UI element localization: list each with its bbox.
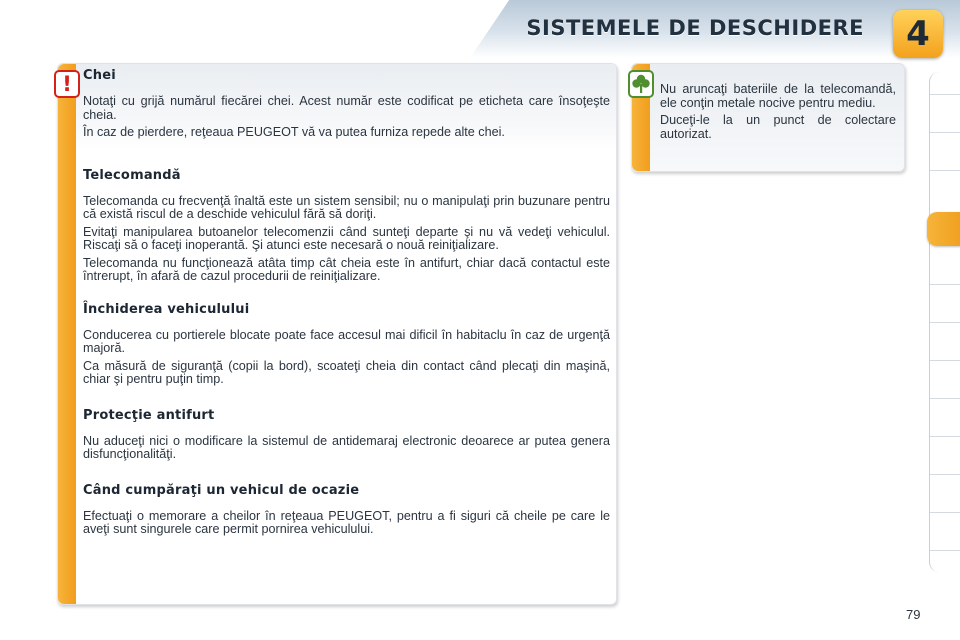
section-title-locking: Închiderea vehiculului xyxy=(83,301,250,317)
section-title-antitheft: Protecţie antifurt xyxy=(83,407,215,423)
chapter-tab[interactable] xyxy=(930,132,960,133)
chapter-tab[interactable] xyxy=(930,322,960,323)
section-paragraph: Conducerea cu portierele blocate poate face accesul mai dificil în habitaclu în caz de urgenţă majoră. xyxy=(83,327,610,355)
section-paragraph: Telecomanda nu funcţionează atâta timp cât cheia este în antifurt, chiar dacă contactul este întrerupt, în afară de cazul procedurii de reiniţializare. xyxy=(83,255,610,283)
chapter-tab[interactable] xyxy=(930,94,960,95)
chapter-badge xyxy=(893,10,943,58)
section-paragraph: Nu aduceţi nici o modificare la sistemul de antidemaraj electronic deoarece ar putea genera disfuncţionalităţi. xyxy=(83,433,610,461)
eco-content xyxy=(660,83,896,141)
chapter-tabs xyxy=(929,72,960,572)
chapter-tab[interactable] xyxy=(930,398,960,399)
chapter-tab[interactable] xyxy=(930,284,960,285)
eco-paragraph: Nu aruncaţi bateriile de la telecomandă, ele conţin metale nocive pentru mediu. xyxy=(660,82,896,110)
clover-icon xyxy=(628,70,654,98)
section-paragraph: În caz de pierdere, reţeaua PEUGEOT vă va putea furniza repede alte chei. xyxy=(83,125,505,139)
warning-icon: ! xyxy=(54,70,80,98)
chapter-tab[interactable] xyxy=(930,512,960,513)
section-paragraph: Efectuaţi o memorare a cheilor în reţeaua PEUGEOT, pentru a fi siguri că cheile pe care le aveţi sunt singurele care permit pornirea vehiculului. xyxy=(83,508,610,536)
page-number: 79 xyxy=(906,607,921,622)
section-paragraph: Telecomanda cu frecvenţă înaltă este un sistem sensibil; nu o manipulaţi prin buzunare pentru că există riscul de a deschide vehiculul fără să doriţi. xyxy=(83,193,610,221)
page-title: SISTEMELE DE DESCHIDERE xyxy=(526,16,864,40)
section-paragraph: Notaţi cu grijă numărul fiecărei chei. Acest număr este codificat pe eticheta care însoţeşte cheia. xyxy=(83,94,610,122)
chapter-tab[interactable] xyxy=(930,436,960,437)
main-content xyxy=(83,66,610,537)
chapter-tab[interactable] xyxy=(930,360,960,361)
chapter-tab[interactable] xyxy=(930,474,960,475)
chapter-number: 4 xyxy=(906,14,930,54)
section-title-remote: Telecomandă xyxy=(83,167,181,183)
section-title-keys: Chei xyxy=(83,68,116,83)
clover-icon-graphic xyxy=(630,72,652,96)
chapter-tab[interactable] xyxy=(930,550,960,551)
chapter-tab-active[interactable] xyxy=(927,212,960,246)
eco-paragraph: Duceţi-le la un punct de colectare autorizat. xyxy=(660,113,896,141)
section-paragraph: Ca măsură de siguranţă (copii la bord), scoateţi cheia din contact când plecaţi din maşină, chiar şi pentru puţin timp. xyxy=(83,358,610,386)
panel-accent-stripe xyxy=(58,64,76,604)
section-title-used-vehicle: Când cumpăraţi un vehicul de ocazie xyxy=(83,482,360,498)
chapter-tab[interactable] xyxy=(930,170,960,171)
section-paragraph: Evitaţi manipularea butoanelor telecomenzii când sunteţi departe şi nu vă vedeţi vehiculul. Riscaţi să o faceţi inoperantă. Şi atunci este necesară o nouă reiniţializare. xyxy=(83,224,610,252)
